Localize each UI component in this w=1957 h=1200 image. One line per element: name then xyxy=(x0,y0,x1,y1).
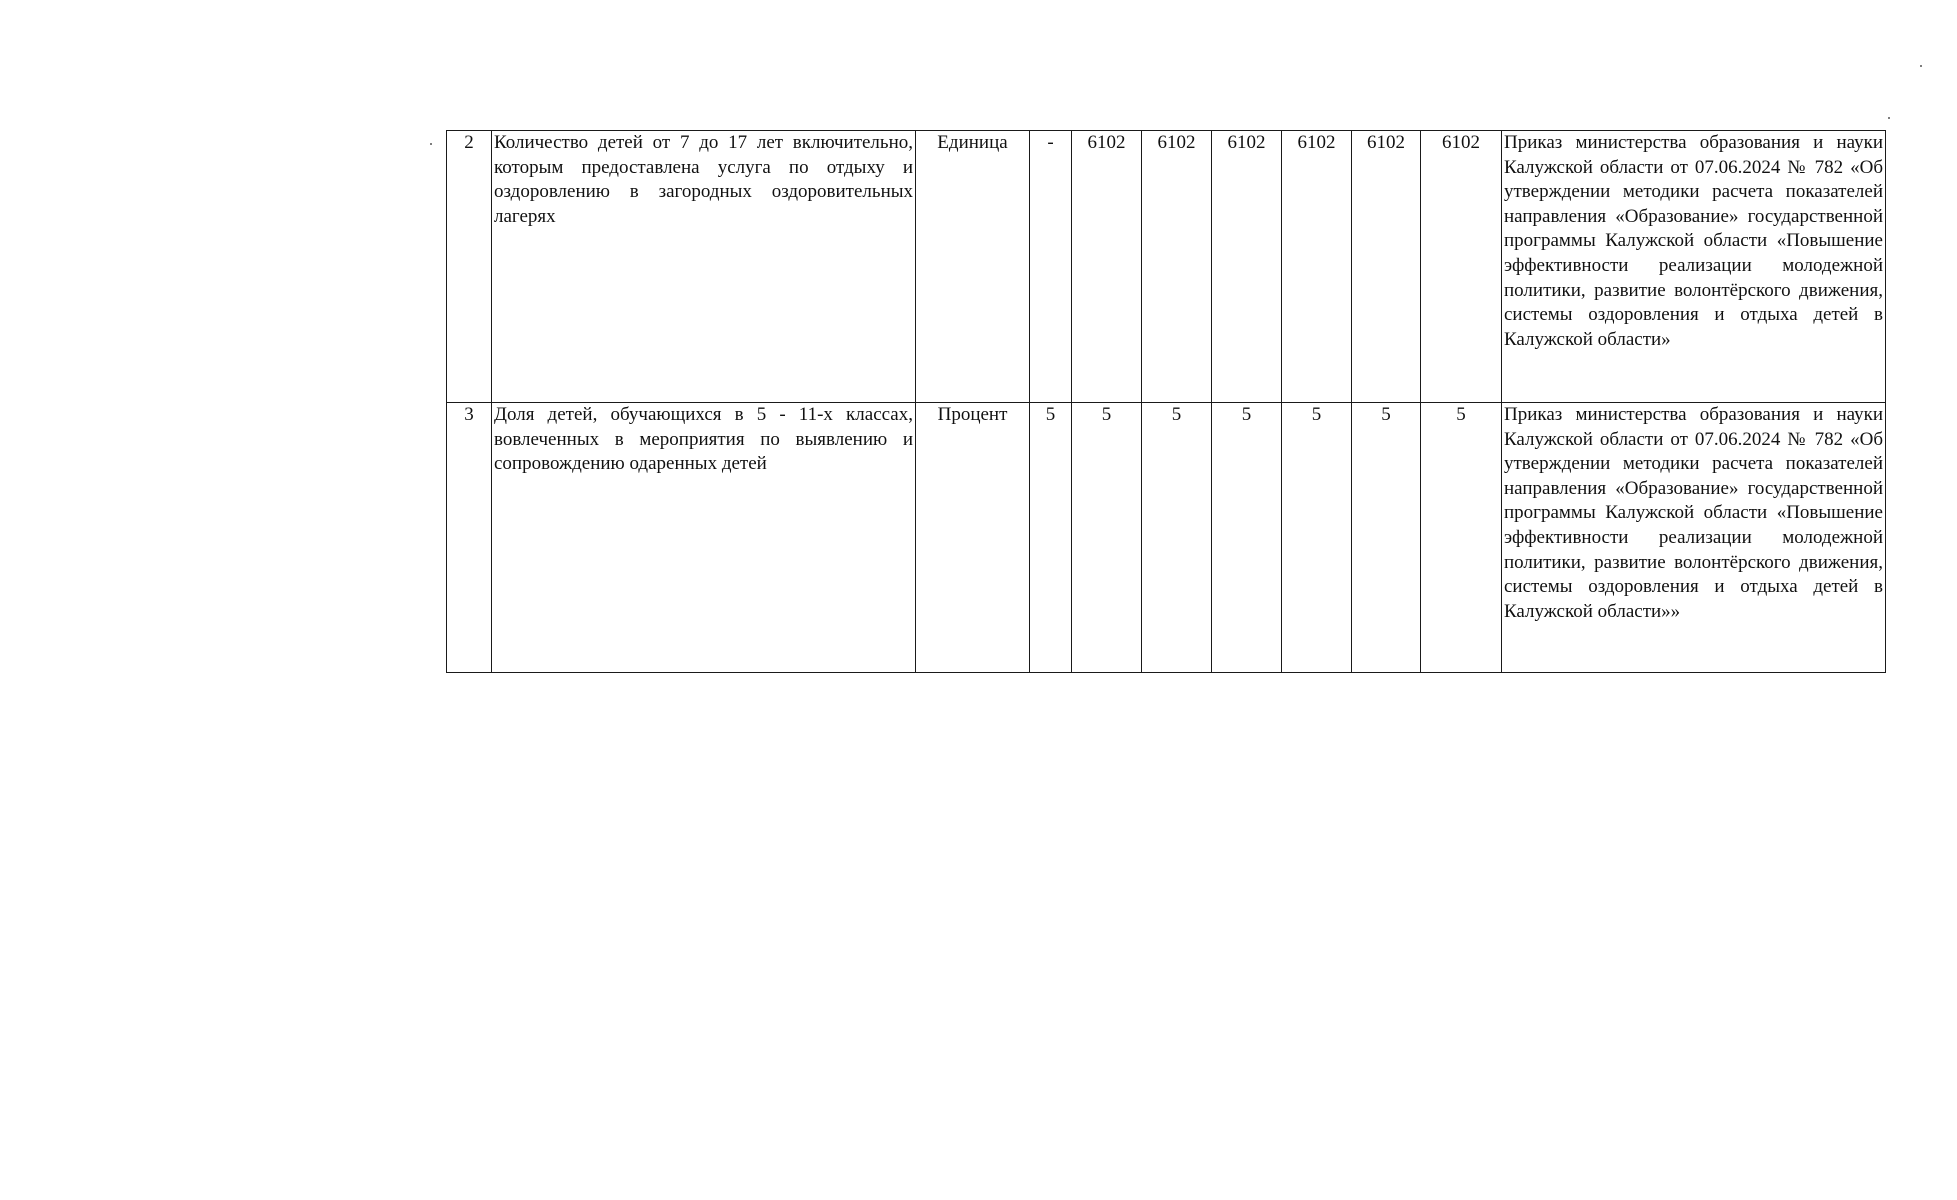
scan-speck xyxy=(1920,65,1922,67)
indicators-table xyxy=(446,130,1886,673)
row-number: 2 xyxy=(447,131,492,403)
value-cell: 6102 xyxy=(1282,131,1352,403)
source-document: Приказ министерства образования и науки Калужской области от 07.06.2024 № 782 «Об утверждении методики расчета показателей направления «Образование» государственной программы Калужской области «Повышение эффективности реализации молодежной политики, развитие волонтёрского движения, системы оздоровления и отдыха детей в Калужской области»» xyxy=(1502,403,1886,673)
value-cell: 6102 xyxy=(1352,131,1421,403)
value-cell: 5 xyxy=(1212,403,1282,673)
row-number: 3 xyxy=(447,403,492,673)
value-cell: 5 xyxy=(1352,403,1421,673)
value-cell: 6102 xyxy=(1072,131,1142,403)
value-cell: 5 xyxy=(1282,403,1352,673)
value-cell: 5 xyxy=(1030,403,1072,673)
indicator-name: Количество детей от 7 до 17 лет включительно, которым предоставлена услуга по отдыху и оздоровлению в загородных оздоровительных лагерях xyxy=(492,131,916,403)
indicator-name: Доля детей, обучающихся в 5 - 11-х классах, вовлеченных в мероприятия по выявлению и сопровождению одаренных детей xyxy=(492,403,916,673)
value-cell: 5 xyxy=(1072,403,1142,673)
unit-of-measure: Единица xyxy=(916,131,1030,403)
table-row xyxy=(447,403,1886,673)
scan-speck xyxy=(1888,117,1890,119)
table-row xyxy=(447,131,1886,403)
unit-of-measure: Процент xyxy=(916,403,1030,673)
value-cell: 6102 xyxy=(1142,131,1212,403)
value-cell: 6102 xyxy=(1421,131,1502,403)
value-cell: - xyxy=(1030,131,1072,403)
value-cell: 5 xyxy=(1421,403,1502,673)
value-cell: 6102 xyxy=(1212,131,1282,403)
source-document: Приказ министерства образования и науки Калужской области от 07.06.2024 № 782 «Об утверждении методики расчета показателей направления «Образование» государственной программы Калужской области «Повышение эффективности реализации молодежной политики, развитие волонтёрского движения, системы оздоровления и отдыха детей в Калужской области» xyxy=(1502,131,1886,403)
value-cell: 5 xyxy=(1142,403,1212,673)
scan-speck xyxy=(430,143,432,145)
